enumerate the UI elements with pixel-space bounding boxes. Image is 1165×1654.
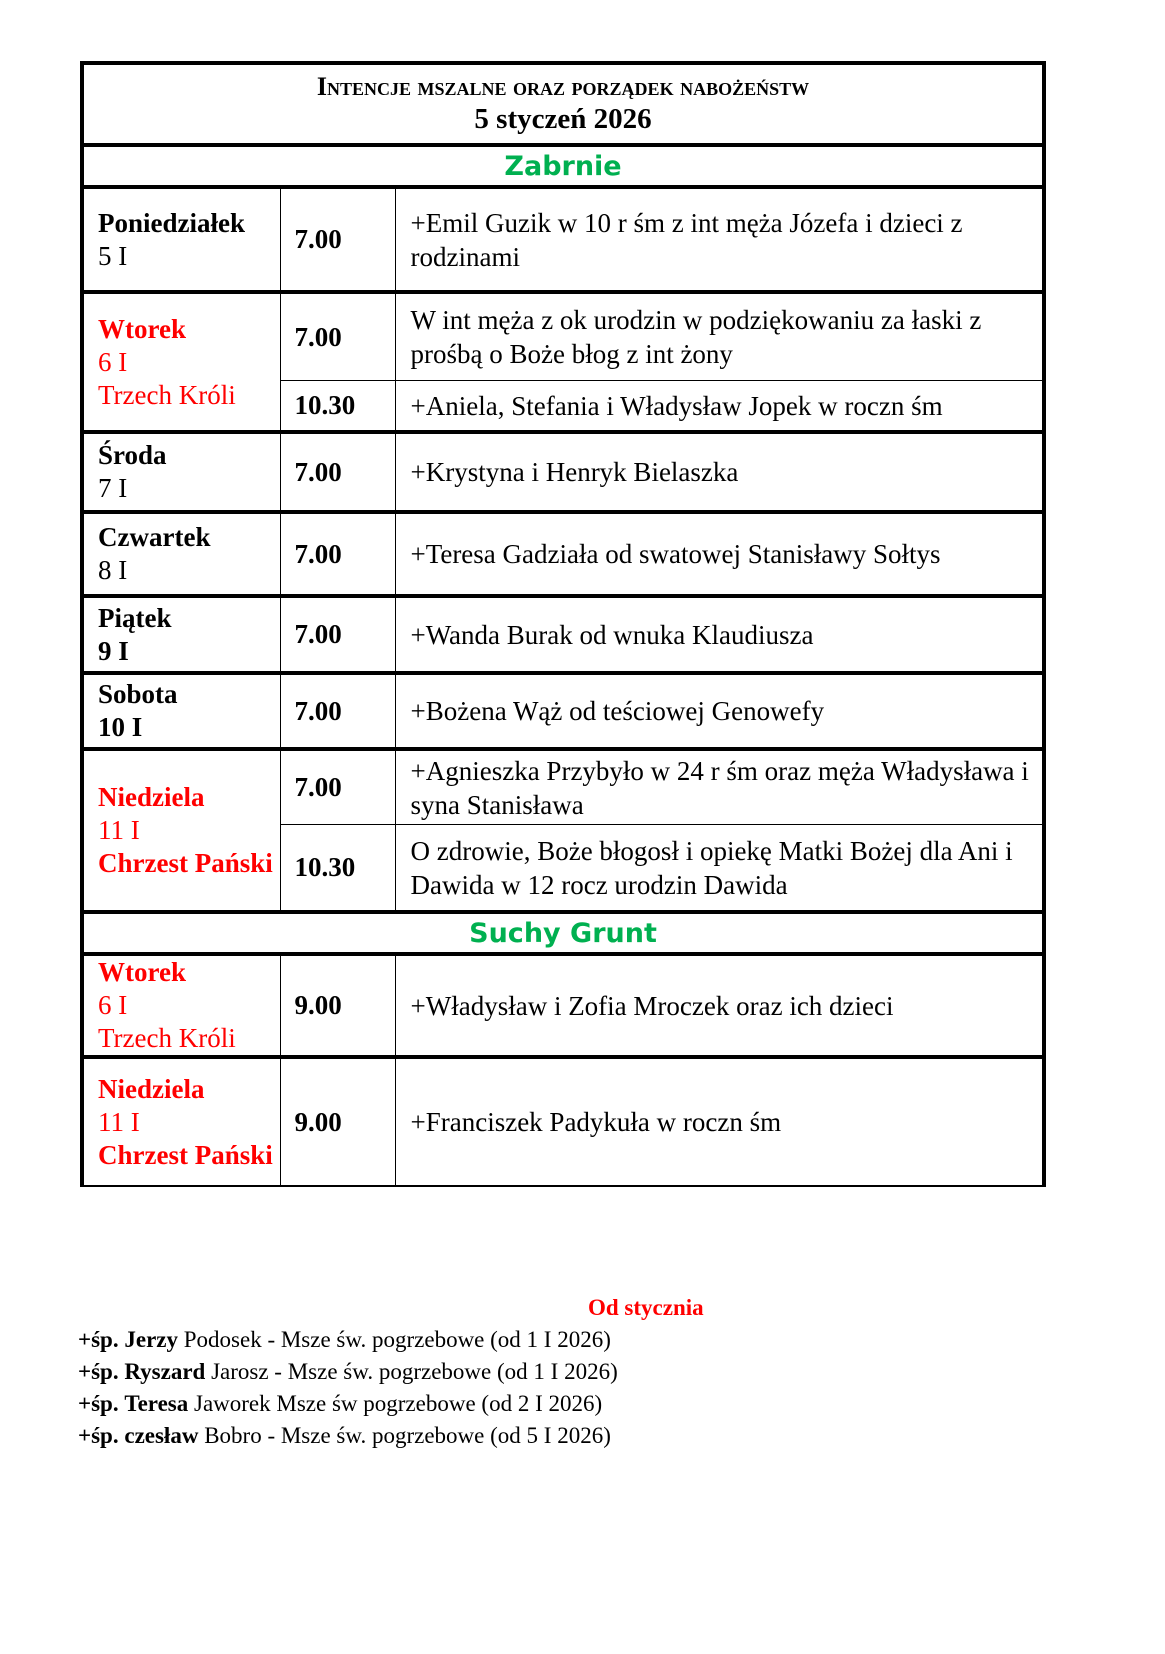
day-feast-note: Trzech Króli [98, 1023, 236, 1053]
day-date: 6 I [98, 346, 128, 377]
mass-row [82, 673, 1044, 749]
note-first-name: Teresa [124, 1391, 189, 1416]
day-cell [82, 432, 280, 512]
day-cell [82, 673, 280, 749]
mass-time: 10.30 [280, 825, 395, 913]
day-name: Niedziela [98, 782, 205, 812]
mass-intention: +Teresa Gadziała od swatowej Stanisławy Sołtys [395, 512, 1044, 596]
notes-title: Od stycznia [588, 1295, 704, 1320]
note-prefix: +śp. [78, 1327, 119, 1352]
note-first-name: Ryszard [124, 1359, 206, 1384]
mass-time: 9.00 [280, 954, 395, 1057]
mass-time: 9.00 [280, 1057, 395, 1186]
mass-row [82, 1057, 1044, 1186]
day-name: Niedziela [98, 1073, 205, 1104]
day-feast-note: Chrzest Pański [98, 1139, 273, 1170]
place-heading: Zabrnie [82, 145, 1044, 187]
mass-time: 7.00 [280, 292, 395, 381]
mass-row [82, 749, 1044, 825]
day-cell [82, 954, 280, 1057]
mass-time: 7.00 [280, 673, 395, 749]
note-prefix: +śp. [78, 1423, 119, 1448]
note-rest: Bobro - Msze św. pogrzebowe (od 5 I 2026) [204, 1423, 611, 1448]
day-feast-note: Trzech Króli [98, 379, 236, 410]
mass-intention: O zdrowie, Boże błogosł i opiekę Matki Bożej dla Ani i Dawida w 12 rocz urodzin Dawida [395, 825, 1044, 913]
place-row [82, 912, 1044, 954]
day-name: Poniedziałek [98, 207, 245, 238]
mass-intention: +Krystyna i Henryk Bielaszka [395, 432, 1044, 512]
day-date: 9 I [98, 635, 129, 666]
note-rest: Jaworek Msze św pogrzebowe (od 2 I 2026) [194, 1391, 603, 1416]
day-name: Środa [98, 440, 167, 470]
mass-intention: +Aniela, Stefania i Władysław Jopek w roczn śm [395, 381, 1044, 433]
place-heading: Suchy Grunt [82, 912, 1044, 954]
day-cell [82, 292, 280, 432]
mass-intention: W int męża z ok urodzin w podziękowaniu za łaski z prośbą o Boże błog z int żony [395, 292, 1044, 381]
note-prefix: +śp. [78, 1391, 119, 1416]
mass-intention: +Wanda Burak od wnuka Klaudiusza [395, 596, 1044, 673]
mass-intention: +Agnieszka Przybyło w 24 r śm oraz męża Władysława i syna Stanisława [395, 749, 1044, 825]
day-cell [82, 512, 280, 596]
day-feast-note: Chrzest Pański [98, 848, 273, 878]
day-name: Wtorek [98, 957, 186, 987]
mass-intention: +Bożena Wąż od teściowej Genowefy [395, 673, 1044, 749]
day-name: Wtorek [98, 313, 186, 344]
title-cell [82, 63, 1044, 145]
mass-row [82, 432, 1044, 512]
note-rest: Podosek - Msze św. pogrzebowe (od 1 I 2026) [183, 1327, 611, 1352]
place-row [82, 145, 1044, 187]
note-first-name: Jerzy [124, 1327, 178, 1352]
note-first-name: czesław [124, 1423, 199, 1448]
mass-time: 7.00 [280, 596, 395, 673]
day-date: 5 I [98, 240, 128, 271]
day-date: 8 I [98, 555, 128, 585]
mass-intention: +Franciszek Padykuła w roczn śm [395, 1057, 1044, 1186]
day-name: Piątek [98, 602, 172, 633]
day-date: 11 I [98, 1106, 140, 1137]
mass-schedule-table [80, 61, 1046, 1187]
day-cell [82, 1057, 280, 1186]
mass-row [82, 292, 1044, 381]
note-item [78, 1356, 618, 1388]
mass-time: 7.00 [280, 512, 395, 596]
mass-time: 7.00 [280, 432, 395, 512]
mass-row [82, 512, 1044, 596]
mass-time: 7.00 [280, 187, 395, 292]
mass-row [82, 954, 1044, 1057]
day-date: 7 I [98, 473, 128, 503]
mass-row [82, 596, 1044, 673]
document-date: 5 styczeń 2026 [474, 103, 652, 136]
day-cell [82, 749, 280, 912]
day-date: 6 I [98, 990, 128, 1020]
day-name: Czwartek [98, 522, 211, 552]
note-item [78, 1420, 611, 1452]
mass-time: 10.30 [280, 381, 395, 433]
mass-row [82, 187, 1044, 292]
note-rest: Jarosz - Msze św. pogrzebowe (od 1 I 2026) [211, 1359, 618, 1384]
day-name: Sobota [98, 679, 178, 709]
mass-intention: +Emil Guzik w 10 r śm z int męża Józefa i dzieci z rodzinami [395, 187, 1044, 292]
day-cell [82, 187, 280, 292]
mass-time: 7.00 [280, 749, 395, 825]
note-item [78, 1324, 611, 1356]
day-date: 10 I [98, 712, 143, 742]
note-prefix: +śp. [78, 1359, 119, 1384]
title-row [82, 63, 1044, 145]
day-cell [82, 596, 280, 673]
document-title: Intencje mszalne oraz porządek nabożeństw [316, 72, 810, 101]
day-date: 11 I [98, 815, 140, 845]
note-item [78, 1388, 602, 1420]
mass-intention: +Władysław i Zofia Mroczek oraz ich dzieci [395, 954, 1044, 1057]
